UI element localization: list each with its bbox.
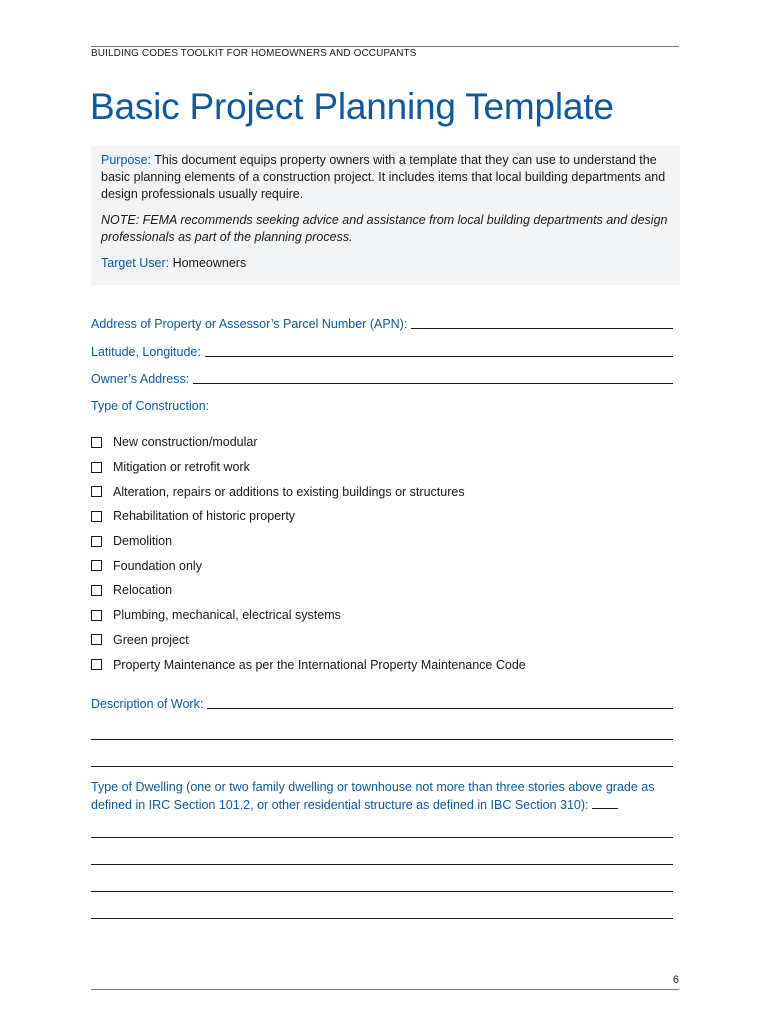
checklist-item-label: Rehabilitation of historic property <box>113 509 296 524</box>
purpose-label: Purpose: <box>101 153 152 167</box>
checklist-item <box>91 652 526 677</box>
latlong-field-row <box>91 344 673 359</box>
checklist-item-label: Alteration, repairs or additions to existing buildings or structures <box>113 484 465 499</box>
dwelling-type-field <box>91 778 673 814</box>
latlong-blank[interactable] <box>205 344 673 357</box>
checklist-item <box>91 430 526 455</box>
note-text: FEMA recommends seeking advice and assistance from local building departments and design professionals as part of the planning process. <box>101 213 668 244</box>
address-label: Address of Property or Assessor’s Parcel Number (APN): <box>91 317 408 331</box>
header-rule <box>91 46 679 47</box>
page-number: 6 <box>672 974 679 986</box>
dwelling-type-label: Type of Dwelling (one or two family dwelling or townhouse not more than three stories above grade as defined in IRC Section 101.2, or other residential structure as defined in IBC Section 310): <box>91 780 655 812</box>
description-blank-line[interactable] <box>91 739 673 740</box>
dwelling-blank-line[interactable] <box>91 918 673 919</box>
checklist-item <box>91 553 526 578</box>
dwelling-type-blank[interactable] <box>592 798 618 809</box>
checkbox[interactable] <box>91 659 102 670</box>
dwelling-blank-line[interactable] <box>91 864 673 865</box>
address-blank[interactable] <box>411 316 673 329</box>
checklist-item <box>91 479 526 504</box>
checklist-item-label: Demolition <box>113 534 173 549</box>
description-blank-line[interactable] <box>91 766 673 767</box>
description-label: Description of Work: <box>91 697 204 711</box>
target-user-text: Homeowners <box>169 256 247 270</box>
checklist-item-label: Plumbing, mechanical, electrical systems <box>113 608 341 623</box>
footer-rule <box>91 989 679 990</box>
page-title: Basic Project Planning Template <box>90 86 614 127</box>
checklist-item <box>91 529 526 554</box>
dwelling-blank-line[interactable] <box>91 837 673 838</box>
checklist-item-label: New construction/modular <box>113 435 258 450</box>
checklist-item-label: Relocation <box>113 583 173 598</box>
description-field-row <box>91 696 673 711</box>
checklist-item-label: Mitigation or retrofit work <box>113 460 250 475</box>
purpose-text: This document equips property owners with a template that they can use to understand the basic planning elements of a construction project. It includes items that local building departments and design professionals usually require. <box>101 153 666 201</box>
owner-address-field-row <box>91 371 673 386</box>
checkbox[interactable] <box>91 634 102 645</box>
checklist-item <box>91 603 526 628</box>
checkbox[interactable] <box>91 560 102 571</box>
checklist-item <box>91 455 526 480</box>
checklist-item <box>91 628 526 653</box>
owner-address-blank[interactable] <box>193 371 673 384</box>
target-user-paragraph <box>101 255 671 272</box>
checklist-item <box>91 578 526 603</box>
checklist-item-label: Foundation only <box>113 558 202 573</box>
construction-type-label: Type of Construction: <box>91 399 210 413</box>
purpose-callout <box>91 146 680 285</box>
checklist-item-label: Property Maintenance as per the International Property Maintenance Code <box>113 657 526 672</box>
purpose-paragraph <box>101 152 671 203</box>
latlong-label: Latitude, Longitude: <box>91 345 201 359</box>
note-label: NOTE: <box>101 213 140 227</box>
construction-type-checklist <box>91 430 526 677</box>
owner-address-label: Owner’s Address: <box>91 372 190 386</box>
checklist-item <box>91 504 526 529</box>
address-field-row <box>91 316 673 331</box>
checkbox[interactable] <box>91 585 102 596</box>
checkbox[interactable] <box>91 462 102 473</box>
target-user-label: Target User: <box>101 256 170 270</box>
running-head: BUILDING CODES TOOLKIT FOR HOMEOWNERS AND OCCUPANTS <box>91 48 417 59</box>
dwelling-blank-line[interactable] <box>91 891 673 892</box>
description-blank[interactable] <box>207 696 673 709</box>
checkbox[interactable] <box>91 536 102 547</box>
checkbox[interactable] <box>91 511 102 522</box>
checkbox[interactable] <box>91 486 102 497</box>
checkbox[interactable] <box>91 610 102 621</box>
note-paragraph <box>101 212 671 246</box>
checklist-item-label: Green project <box>113 632 189 647</box>
checkbox[interactable] <box>91 437 102 448</box>
